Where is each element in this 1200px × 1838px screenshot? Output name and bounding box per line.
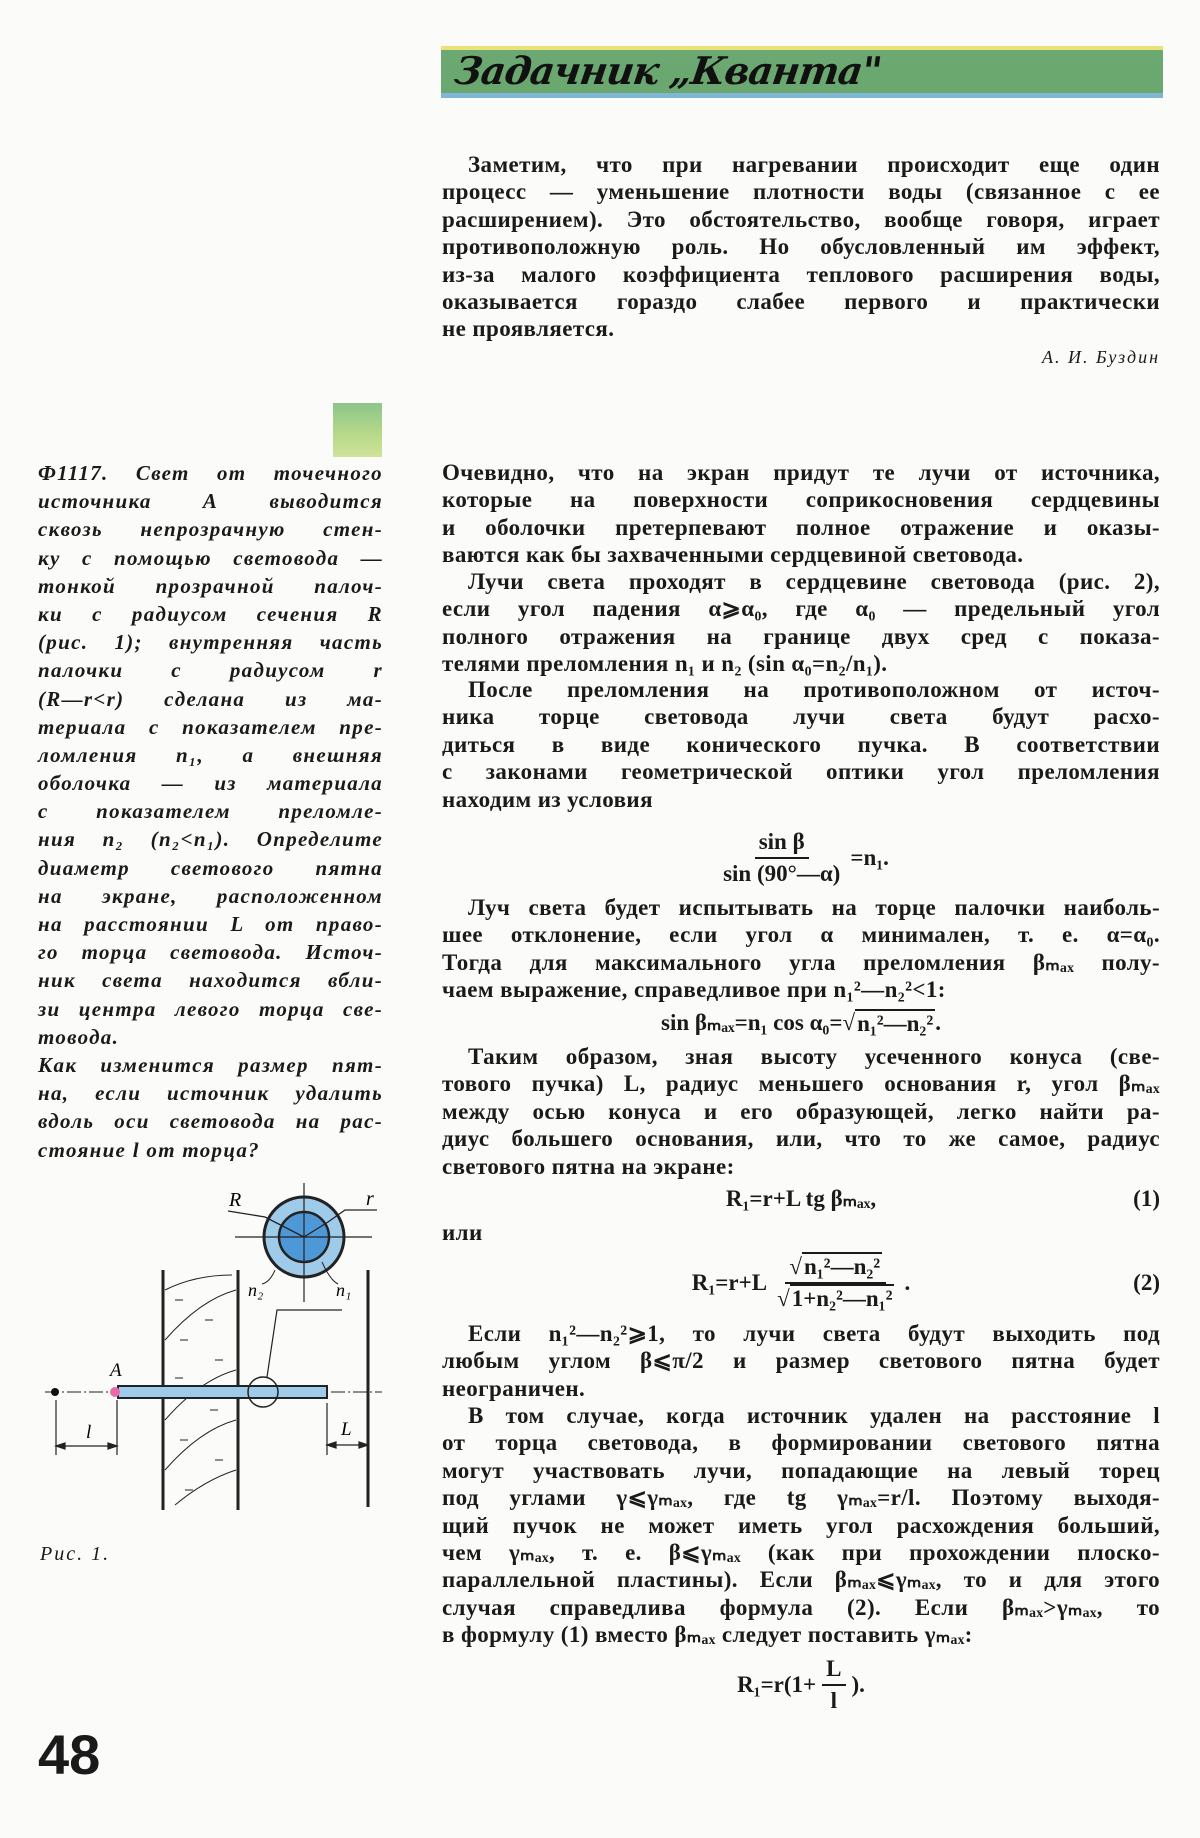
text-line: ки с радиусом сечения R <box>38 601 383 626</box>
text-line: от торца световода, в формировании светового пятна <box>442 1430 1160 1456</box>
formula-end: . <box>935 1010 941 1035</box>
text-line: находим из условия <box>442 786 653 812</box>
text-line: сквозь непрозрачную стен- <box>38 517 383 542</box>
formula-close: ). <box>851 1672 865 1697</box>
text-line: на расстоянии L от право- <box>38 912 383 936</box>
solution-paragraph-7 <box>442 1402 1160 1649</box>
formula-denominator: l <box>830 1688 838 1713</box>
light-source-a <box>110 1387 120 1397</box>
text-line: диться в виде конического пучка. В соответствии <box>442 731 1160 757</box>
text-line: оказывается гораздо слабее первого и практически <box>442 288 1160 314</box>
formula-refraction <box>442 828 1160 888</box>
sqrt-icon: √ <box>777 1286 790 1311</box>
text-line: могут участвовать лучи, попадающие на левый торец <box>442 1457 1160 1483</box>
text-line: Заметим, что при нагревании происходит еще один <box>468 152 1160 177</box>
previous-solution-text <box>442 151 1160 343</box>
author: А. И. Буздин <box>1042 347 1160 367</box>
text-line: шее отклонение, если угол α минимален, т. е. α=α₀. <box>442 922 1160 948</box>
text-line: Если n₁²—n₂²⩾1, то лучи света будут выходить под <box>468 1321 1160 1346</box>
formula-den-root: 1+n₂²—n₁² <box>791 1286 893 1311</box>
formula-numerator: sin β <box>755 829 809 859</box>
formula-final <box>442 1655 1160 1715</box>
text-line: которые на поверхности соприкосновения сердцевины <box>442 487 1160 513</box>
text-line: ник света находится вбли- <box>38 968 383 993</box>
text-line: неограничен. <box>442 1375 586 1401</box>
text-line: (R—r<r) сделана из ма- <box>38 686 383 711</box>
text-line: не проявляется. <box>442 316 615 342</box>
light-source-star <box>51 1388 59 1396</box>
text-line: стояние l от торца? <box>38 1137 260 1162</box>
text-line: чаем выражение, справедливое при n₁²—n₂²<1: <box>442 977 946 1003</box>
text-line: товода. <box>38 1024 120 1049</box>
text-line: го торца световода. Источ- <box>38 940 383 965</box>
text-line: ломления n₁, а внешняя <box>38 742 383 767</box>
text-line: телями преломления n₁ и n₂ (sin α₀=n₂/n₁). <box>442 651 888 677</box>
text-line: ния n₂ (n₂<n₁). Определите <box>38 827 383 852</box>
text-line: оболочка — из материала <box>38 771 383 796</box>
text-line: светового пятна на экране: <box>442 1153 735 1179</box>
light-guide-rod <box>118 1386 327 1398</box>
text-line: если угол падения α⩾α₀, где α₀ — предельный угол <box>442 596 1160 622</box>
solution-paragraph-5 <box>442 1043 1160 1180</box>
text-line: любым углом β⩽π/2 и размер светового пятна будет <box>442 1348 1160 1374</box>
equation-number: (1) <box>1133 1186 1160 1211</box>
formula-numerator: L <box>822 1656 845 1686</box>
text-line: случая справедлива формула (2). Если βₘₐₓ>γₘₐₓ, то <box>442 1594 1160 1620</box>
formula-lhs: sin βₘₐₓ=n₁ cos α₀= <box>661 1010 843 1035</box>
solution-paragraph-4 <box>442 894 1160 1004</box>
text-line: палочки с радиусом r <box>38 658 383 683</box>
sqrt-icon: √ <box>789 1254 802 1279</box>
formula-expression: R₁=r+L tg βₘₐₓ, <box>725 1186 877 1211</box>
text-line: диус большего основания, или, что то же самое, радиус <box>442 1126 1160 1152</box>
label-l: l <box>86 1422 92 1443</box>
text-line: расширением). Это обстоятельство, вообще говоря, играет <box>442 206 1160 232</box>
text-line: с законами геометрической оптики угол преломления <box>442 759 1160 785</box>
text-line: Таким образом, зная высоту усеченного конуса (све- <box>468 1044 1160 1069</box>
sqrt-icon: √ <box>842 1010 856 1035</box>
text-line: териала с показателем пре- <box>38 714 383 739</box>
text-line: В том случае, когда источник удален на расстояние l <box>468 1403 1160 1428</box>
figure-1-diagram <box>0 0 420 1560</box>
text-line: тового пучка) L, радиус меньшего основания r, угол βₘₐₓ <box>442 1071 1160 1097</box>
formula-sin-beta-max <box>442 1006 1160 1040</box>
text-line: Ф1117. Свет от точечного <box>38 461 383 485</box>
text-line: противоположную роль. Но обусловленный им эффект, <box>442 234 1160 260</box>
label-L: L <box>341 1419 352 1440</box>
text-line: с показателем преломле- <box>38 799 383 824</box>
section-banner <box>441 46 1163 98</box>
formula-lhs: R₁=r <box>737 1672 784 1697</box>
text-line: под углами γ⩽γₘₐₓ, где tg γₘₐₓ=r/l. Поэтому выходя- <box>442 1485 1160 1511</box>
text-line: вдоль оси световода на рас- <box>38 1109 383 1134</box>
section-title: Задачник „Кванта" <box>451 48 885 93</box>
text-line: в формулу (1) вместо βₘₐₓ следует поставить γₘₐₓ: <box>442 1622 973 1648</box>
label-R: R <box>229 1189 242 1211</box>
text-line: на экране, расположенном <box>38 883 383 908</box>
text-line: чем γₘₐₓ, т. е. β⩽γₘₐₓ (как при прохождении плоско- <box>442 1539 1160 1565</box>
text-line: диаметр светового пятна <box>38 855 383 880</box>
text-line: тонкой прозрачной палоч- <box>38 573 383 598</box>
label-A: A <box>110 1360 122 1381</box>
label-n2: n₂ <box>248 1280 264 1300</box>
text-line: процесс — уменьшение плотности воды (связанное с ее <box>442 179 1160 205</box>
label-n1: n₁ <box>336 1280 352 1300</box>
or-text <box>442 1219 1160 1246</box>
formula-1 <box>442 1182 1160 1216</box>
formula-num-root: n₁²—n₂² <box>803 1254 881 1279</box>
text-line: Луч света будет испытывать на торце палочки наиболь- <box>468 895 1160 920</box>
text-line: полного отражения на границе двух сред с показа- <box>442 623 1160 649</box>
formula-denominator: sin (90°—α) <box>723 861 841 886</box>
text-line: Лучи света проходят в сердцевине световода (рис. 2), <box>468 569 1160 594</box>
text-line: Как изменится размер пят- <box>38 1052 383 1077</box>
solution-paragraph-3 <box>442 676 1160 813</box>
text-line: на, если источник удалить <box>38 1081 383 1106</box>
formula-root: n₁²—n₂² <box>857 1011 934 1036</box>
text-line: между осью конуса и его образующей, легко найти ра- <box>442 1098 1160 1124</box>
text-line: ку с помощью световода — <box>38 545 383 570</box>
label-r: r <box>366 1188 374 1210</box>
page-number: 48 <box>38 1723 101 1786</box>
text-line: ваются как бы захваченными сердцевиной световода. <box>442 542 1024 568</box>
equation-number: (2) <box>1133 1270 1160 1295</box>
text-line: источника А выводится <box>38 489 383 514</box>
formula-2 <box>442 1250 1160 1316</box>
text-line: ника торце световода лучи света будут расхо- <box>442 704 1160 730</box>
solution-paragraph-6 <box>442 1320 1160 1402</box>
figure-caption: Рис. 1. <box>40 1543 111 1565</box>
solution-paragraph-1 <box>442 459 1160 569</box>
text-line: параллельной пластины). Если βₘₐₓ⩽γₘₐₓ, то и для этого <box>442 1567 1160 1593</box>
text-line: После преломления на противоположном от источ- <box>468 677 1160 702</box>
text-line: и оболочки претерпевают полное отражение и оказы- <box>442 514 1160 540</box>
text-line: или <box>442 1220 483 1245</box>
solution-paragraph-2 <box>442 568 1160 678</box>
formula-lhs: R₁=r+L <box>691 1270 768 1295</box>
text-line: (рис. 1); внутренняя часть <box>38 630 383 655</box>
magnifier-leader <box>267 1310 342 1377</box>
text-line: Тогда для максимального угла преломления βₘₐₓ полу- <box>442 949 1160 975</box>
text-line: щий пучок не может иметь угол расхождения больший, <box>442 1512 1160 1538</box>
formula-end: . <box>904 1270 911 1295</box>
text-line: из-за малого коэффициента теплового расширения воды, <box>442 261 1160 287</box>
formula-rhs: =n₁. <box>850 845 889 870</box>
text-line: Очевидно, что на экран придут те лучи от источника, <box>442 460 1160 485</box>
text-line: зи центра левого торца све- <box>38 996 383 1021</box>
formula-open: (1+ <box>783 1672 817 1697</box>
